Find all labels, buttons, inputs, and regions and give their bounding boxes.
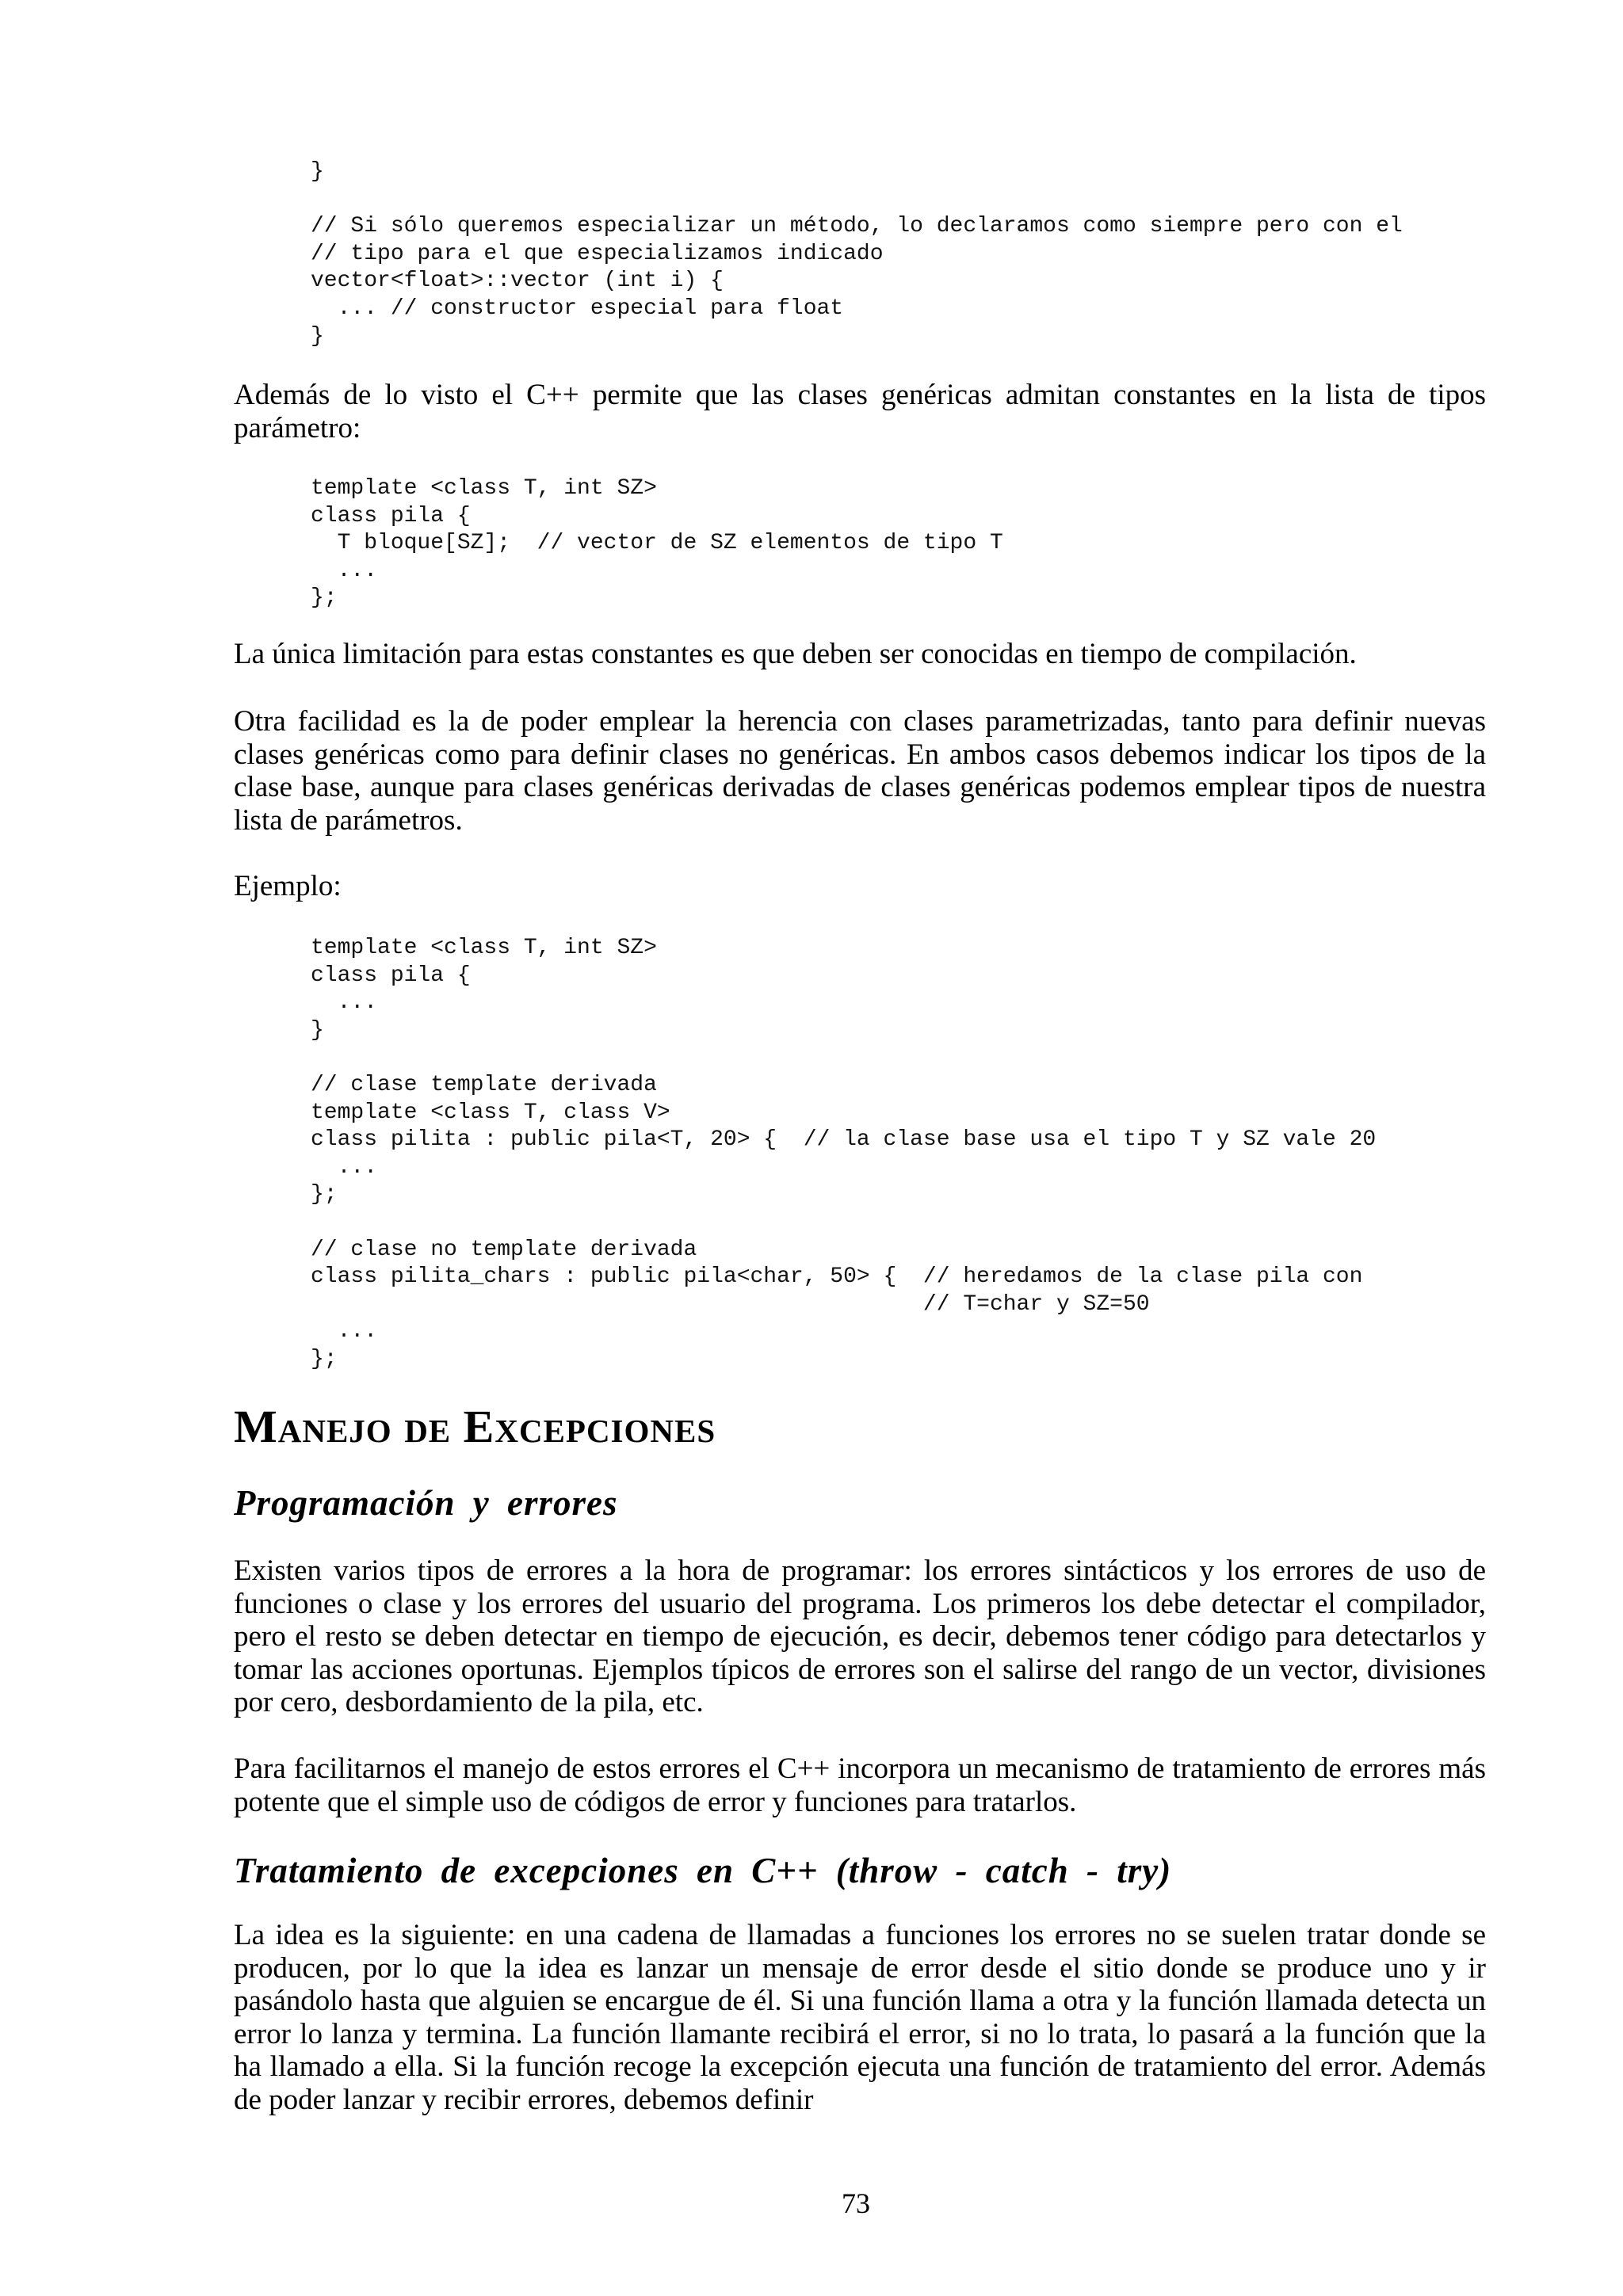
- code-line: ...: [311, 990, 378, 1016]
- code-line: // clase no template derivada: [311, 1237, 697, 1262]
- code-line: class pilita : public pila<T, 20> { // la clase base usa el tipo T y SZ vale 20: [311, 1127, 1377, 1153]
- section-heading: Manejo de Excepciones: [234, 1401, 716, 1452]
- code-line: [311, 186, 1403, 214]
- code-block-template-constants: [311, 475, 1003, 612]
- code-line: template <class T, int SZ>: [311, 476, 657, 501]
- code-line: class pilita_chars : public pila<char, 50> { // heredamos de la clase pila con: [311, 1264, 1363, 1290]
- code-line: }: [311, 323, 324, 349]
- code-line: };: [311, 1182, 338, 1207]
- code-line: }: [311, 159, 324, 184]
- code-line: // clase template derivada: [311, 1072, 657, 1097]
- code-line: // Si sólo queremos especializar un método, lo declaramos como siempre pero con el: [311, 214, 1403, 239]
- subsection-heading: Tratamiento de excepciones en C++ (throw - catch - try): [234, 1851, 1172, 1890]
- code-line: vector<float>::vector (int i) {: [311, 269, 724, 294]
- code-line: // T=char y SZ=50: [311, 1291, 1150, 1317]
- paragraph: Existen varios tipos de errores a la hora de programar: los errores sintácticos y los errores de uso de funciones o clase y los errores del usuario del programa. Los primeros los debe detectar el compilador, pero el resto se deben detectar en tiempo de ejecución, es decir, debemos tener código para detectarlos y tomar las acciones oportunas. Ejemplos típicos de errores son el salirse del rango de un vector, divisiones por cero, desbordamiento de la pila, etc.: [234, 1554, 1486, 1718]
- code-line: T bloque[SZ]; // vector de SZ elementos de tipo T: [311, 531, 1003, 556]
- paragraph: Otra facilidad es la de poder emplear la herencia con clases parametrizadas, tanto para definir nuevas clases genéricas como para definir clases no genéricas. En ambos casos debemos indicar los tipos de la clase base, aunque para clases genéricas derivadas de clases genéricas podemos emplear tipos de nuestra lista de parámetros.: [234, 705, 1486, 837]
- paragraph: La única limitación para estas constantes es que deben ser conocidas en tiempo de compilación.: [234, 638, 1357, 670]
- code-line: template <class T, int SZ>: [311, 936, 657, 960]
- code-block-inheritance: [311, 935, 1376, 1374]
- subsection-heading: Programación y errores: [234, 1483, 618, 1523]
- code-line: template <class T, class V>: [311, 1100, 670, 1125]
- code-line: // tipo para el que especializamos indicado: [311, 241, 884, 266]
- code-line: };: [311, 1346, 338, 1371]
- paragraph: Además de lo visto el C++ permite que las clases genéricas admitan constantes en la lista de tipos parámetro:: [234, 379, 1486, 444]
- code-line: ...: [311, 558, 378, 583]
- code-line: ... // constructor especial para float: [311, 296, 844, 321]
- paragraph: Ejemplo:: [234, 870, 342, 902]
- paragraph: La idea es la siguiente: en una cadena de llamadas a funciones los errores no se suelen tratar donde se producen, por lo que la idea es lanzar un mensaje de error desde el sitio donde se produce uno y ir pasándolo hasta que alguien se encargue de él. Si una función llama a otra y la función llamada detecta un error lo lanza y termina. La función llamante recibirá el error, si no lo trata, lo pasará a la función que la ha llamado a ella. Si la función recoge la excepción ejecuta una función de tratamiento del error. Además de poder lanzar y recibir errores, debemos definir: [234, 1919, 1486, 2116]
- code-line: ...: [311, 1319, 378, 1344]
- code-line: [311, 1044, 1376, 1072]
- code-line: };: [311, 585, 338, 611]
- page-number: 73: [842, 2187, 870, 2219]
- code-line: ...: [311, 1154, 378, 1180]
- code-line: class pila {: [311, 503, 471, 528]
- code-block-specialization: [311, 158, 1403, 350]
- code-line: [311, 1209, 1376, 1237]
- paragraph: Para facilitarnos el manejo de estos errores el C++ incorpora un mecanismo de tratamiento de errores más potente que el simple uso de códigos de error y funciones para tratarlos.: [234, 1753, 1486, 1818]
- code-line: class pila {: [311, 963, 471, 988]
- code-line: }: [311, 1017, 324, 1043]
